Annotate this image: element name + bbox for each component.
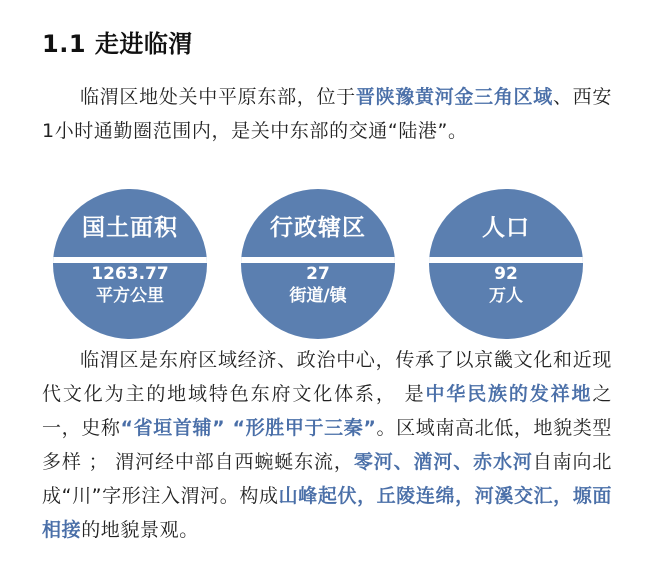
stat-title: 人口 <box>482 215 530 241</box>
intro-highlight-region: 晋陕豫黄河金三角区域 <box>355 86 553 108</box>
stat-unit: 平方公里 <box>96 286 164 306</box>
stat-circle-districts <box>241 189 395 339</box>
stat-value: 1263.77 <box>91 264 169 284</box>
intro-text-1: 临渭区地处关中平原东部，位于 <box>80 86 356 108</box>
section-heading: 1.1 走进临渭 <box>42 30 193 58</box>
body-highlight-landform: 山峰起伏，丘陵连绵，河溪交汇，塬面相接 <box>42 485 612 541</box>
body-text-4: 自南向北成“川”字形注入渭河。构成 <box>42 451 613 507</box>
body-text-3: 。区域南高北低，地貌类型多样 ； 渭河经中部自西蜿蜒东流， <box>42 417 612 473</box>
stat-value: 27 <box>306 264 330 284</box>
stat-value: 92 <box>494 264 518 284</box>
body-highlight-origin: 中华民族的发祥地 <box>425 383 593 405</box>
stat-title: 行政辖区 <box>270 215 366 241</box>
stats-row <box>53 189 593 339</box>
body-text-1: 临渭区是东府区域经济、政治中心，传承了以京畿文化和近现代文化为主的地域特色东府文化体系， 是 <box>42 349 612 405</box>
stat-title: 国土面积 <box>82 215 178 241</box>
body-highlight-rivers: 零河、湭河、赤水河 <box>353 451 533 473</box>
body-text-5: 的地貌景观。 <box>81 519 199 541</box>
body-paragraph <box>42 343 612 547</box>
intro-text-2: 、西安1小时通勤圈范围内，是关中东部的交通“陆港”。 <box>42 86 612 142</box>
stat-unit: 街道/镇 <box>289 286 347 306</box>
body-text-2: 之一，史称 <box>42 383 612 439</box>
stat-circle-population <box>429 189 583 339</box>
intro-paragraph <box>42 80 612 148</box>
body-highlight-titles: “省垣首辅” “形胜甲于三秦” <box>120 417 377 439</box>
stat-circle-area <box>53 189 207 339</box>
stat-unit: 万人 <box>489 286 523 306</box>
